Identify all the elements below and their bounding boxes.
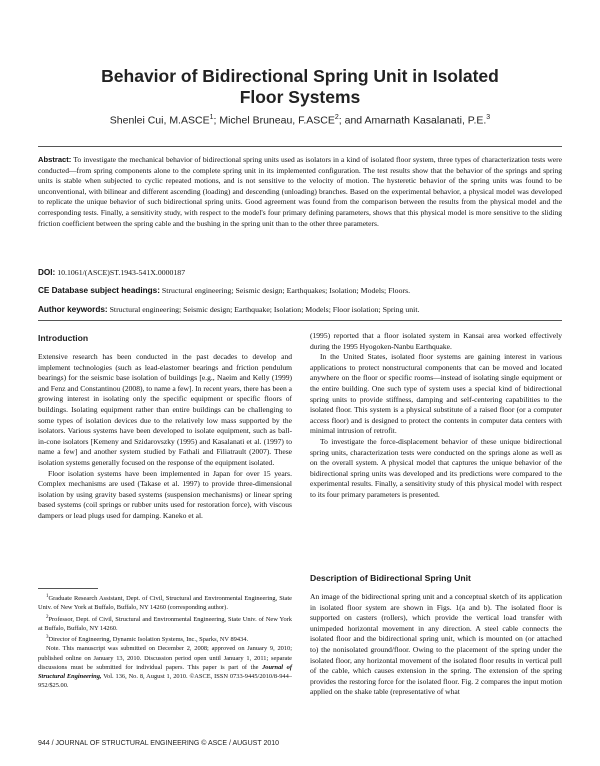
author-separator: ; and [338,114,365,127]
top-divider [38,146,562,147]
intro-paragraph: Floor isolation systems have been implemented in Japan for over 15 years. Complex mechanisms are used (Takase et al. 1997) to provide three-dimensional isolation by using gravity based systems (suspension mechanisms) or linear spring based systems (coil springs or rubber units used for restoration force), with viscous dampers or lead plugs used for damping. Kaneko et al. [38,468,292,520]
author-name: Michel Bruneau, F.ASCE [219,114,335,127]
body-paragraph: (1995) reported that a floor isolated system in Kansai area worked effectively during the 1995 Hyogoken-Nanbu Earthquake. [310,331,562,351]
author-name: Shenlei Cui, M.ASCE [109,114,210,127]
keywords-value: Structural engineering; Seismic design; Earthquake; Isolation; Models; Floor isolation; Spring unit. [109,305,420,314]
author-list [0,114,600,127]
abstract [38,155,562,229]
note-tail: Vol. 136, No. 8, August 1, 2010. ©ASCE, ISSN 0733-9445/2010/8-944–952/$25.00. [38,673,292,690]
paper-title [0,66,600,108]
footnote-divider [38,588,98,589]
abstract-label: Abstract: [38,155,72,164]
footnote-mark: 1 [46,594,49,599]
ce-value: Structural engineering; Seismic design; Earthquakes; Isolation; Models; Floors. [161,286,411,295]
description-column [310,592,562,698]
note-journal: Journal of Structural Engineering, [38,663,292,680]
author-keywords [38,305,562,315]
intro-paragraph: Extensive research has been conducted in the past decades to develop and implement technologies (such as lead-elastomer bearings and friction pendulum bearings) for the seismic base isolation of buildings [e.g., Naeim and Kelly (1999) and Fenz and Constantinou (2008), to name a few]. In recent years, there has been a growing interest in isolating only the specific equipment or specific floors of buildings. Isolating equipment rather than entire buildings can be challenging to some types of isolation devices due to the relatively low mass supported by the isolators. Various systems have been developed to isolate equipment, such as ball-in-cone isolators [Kemeny and Szidarovszky (1995) and Kasalanati et al. (1997) to name a few] and another system studied by Fathali and Filiatrault (2007). These isolation systems generally focused on the response of the equipment isolated. [38,352,292,467]
author-affiliation-mark: 1 [209,114,214,121]
bottom-divider [38,320,562,321]
abstract-text: To investigate the mechanical behavior of bidirectional spring units used as isolators in a kind of isolated floor system, three types of characterization tests were conducted—from spring components alone to the complete spring unit in its implemented configuration. The test results show that the behavior of the springs and spring units is stable when subjected to cyclic repeated motions, and is not sensitive to the velocity of motion. The hysteretic behavior of the spring units was found to be unconventional, with bilinear and different ascending (loading) and descending (unloading) branches. Based on the experimental behavior, a physical model was developed to replicate the unique behavior of such bidirectional spring units. Good agreement was found from the comparison between the results from the physical model and the corresponding tests. Finally, a sensitivity study, with respect to the model's four primary defining parameters, shows that this physical model is more sensitive to the sliding friction coefficient between the spring cable and the bushing in the spring unit than to the other three parameters. [38,155,562,228]
footnote-text: Professor, Dept. of Civil, Structural and Environmental Engineering, State Univ. of New York at Buffalo, Buffalo, NY 14260. [38,615,292,632]
description-heading: Description of Bidirectional Spring Unit [310,573,471,583]
author-affiliation-mark: 2 [334,114,339,121]
keywords-label: Author keywords: [38,305,108,314]
footnote [38,613,292,634]
footnotes [38,592,292,690]
right-column [310,331,562,501]
doi-label: DOI: [38,268,56,277]
doi-value: 10.1061/(ASCE)ST.1943-541X.0000187 [57,268,186,277]
body-paragraph: In the United States, isolated floor systems are gaining interest in various applications to protect nonstructural components that can be moved and located anywhere on the floor or specific rooms—instead of isolating single equipment or the entire building. One such type of system uses a special kind of bidirectional spring units to provide stiffness, damping and self-centering capabilities to the isolated floor. This system is a physical substitute of a raised floor (or a computer access floor) and is designed to protect the contents in computer data centers with minimal intrusion of retrofit. [310,352,562,436]
footnote-mark: 3 [46,635,49,641]
author-name: Amarnath Kasalanati, P.E. [364,114,487,127]
introduction-heading: Introduction [38,333,89,343]
title-line-1: Behavior of Bidirectional Spring Unit in Isolated [101,66,499,86]
left-column [38,352,292,522]
ce-headings [38,286,562,296]
note-text: Note. This manuscript was submitted on December 2, 2008; approved on January 9, 2010; published online on January 13, 2010. Discussion period open until January 1, 2011; separate discussions must be submitted for individual papers. This paper is part of the [38,645,292,671]
footnote-mark: 2 [46,614,49,620]
title-line-2: Floor Systems [239,87,361,107]
doi-line [38,268,562,278]
author-separator: ; [213,114,220,127]
ce-label: CE Database subject headings: [38,286,160,295]
footnote-text: Graduate Research Assistant, Dept. of Civil, Structural and Environmental Engineering, State Univ. of New York at Buffalo, Buffalo, NY 14260 (corresponding author). [38,595,292,612]
body-paragraph: To investigate the force-displacement behavior of these unique bidirectional spring units, characterization tests were conducted on the springs alone as well as on the overall system. A physical model that captures the unique behavior of the bidirectional spring units was developed and its predictions were compared to the experimental results. Finally, a sensitivity study of this physical model with respect to its four primary parameters is presented. [310,436,562,499]
footnote [38,592,292,613]
submission-note [38,644,292,690]
description-paragraph: An image of the bidirectional spring unit and a conceptual sketch of its application in isolated floor system are shown in Figs. 1(a and b). The isolated floor is supported on casters (rollers), which provide the vertical load transfer with unimpeded horizontal movement in any direction. A steel cable connects the isolated floor and the bidirectional spring unit, which is mounted on (or attached to) the nonisolated ground/floor. Owing to the placement of the spring under the isolated floor, any horizontal movement of the isolated floor results in vertical pull of the cable, which causes extension in the spring. The extension of the spring provides the restoring force for the isolated floor. Fig. 2 compares the input motion applied on the shake table (representative of what [310,592,562,697]
footnote-text: Director of Engineering, Dynamic Isolation Systems, Inc., Sparks, NV 89434. [48,636,249,644]
page-footer: 944 / JOURNAL OF STRUCTURAL ENGINEERING © ASCE / AUGUST 2010 [38,740,280,747]
author-affiliation-mark: 3 [486,114,491,121]
footnote [38,633,292,644]
